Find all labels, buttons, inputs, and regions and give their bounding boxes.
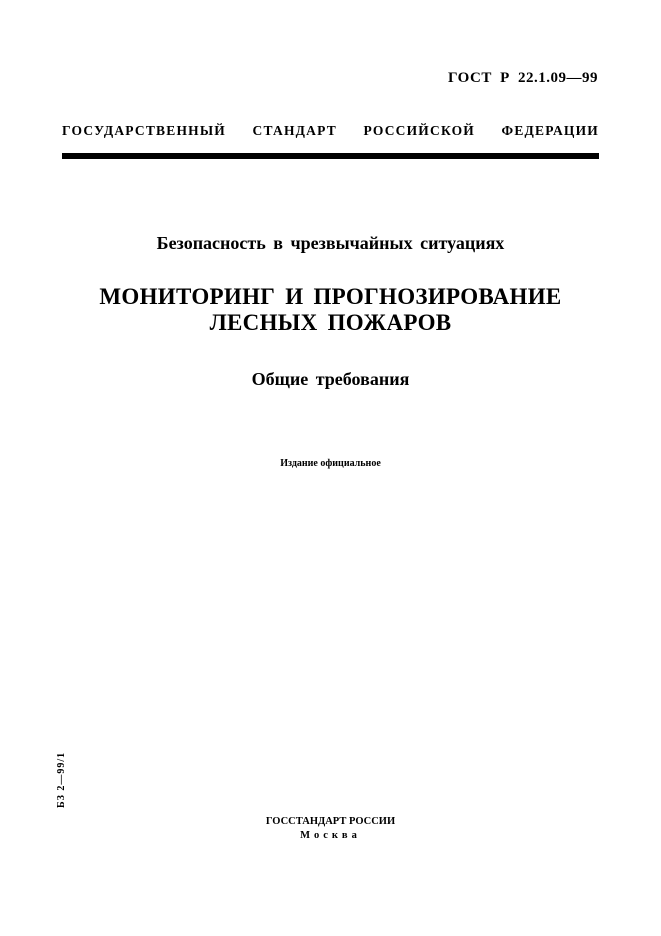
gost-number: ГОСТ Р 22.1.09—99 xyxy=(447,70,598,86)
side-code: БЗ 2—99/1 xyxy=(56,751,67,808)
publisher: ГОССТАНДАРТ РОССИИ xyxy=(265,816,396,827)
main-title-line-1: МОНИТОРИНГ И ПРОГНОЗИРОВАНИЕ xyxy=(99,284,562,309)
city: Москва xyxy=(300,830,361,841)
header-rule xyxy=(62,153,599,159)
state-standard-heading: ГОСУДАРСТВЕННЫЙ СТАНДАРТ РОССИЙСКОЙ ФЕДЕРАЦИИ xyxy=(62,123,599,138)
series-title: Безопасность в чрезвычайных ситуациях xyxy=(156,233,505,253)
edition-note: Издание официальное xyxy=(280,458,381,469)
subtitle: Общие требования xyxy=(251,369,410,389)
main-title xyxy=(0,284,661,336)
main-title-line-2: ЛЕСНЫХ ПОЖАРОВ xyxy=(209,310,452,335)
